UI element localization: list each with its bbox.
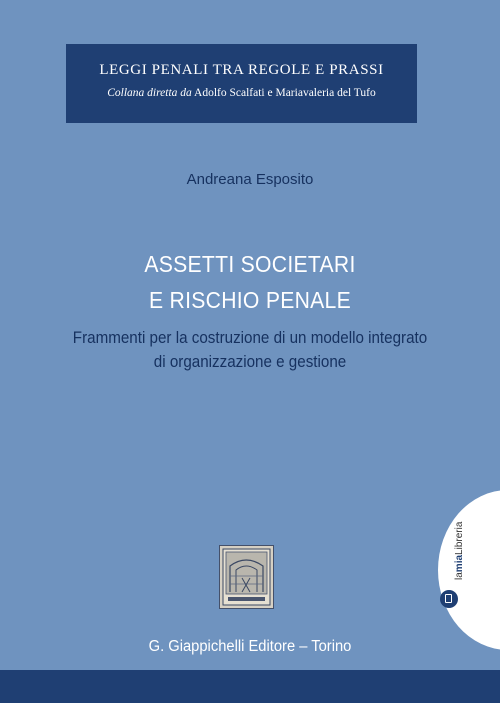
- lamialibreria-badge[interactable]: [438, 490, 500, 650]
- publisher-name: G. Giappichelli Editore – Torino: [148, 638, 352, 655]
- series-box: [66, 44, 417, 123]
- publisher-logo: [219, 545, 274, 609]
- book-subtitle-line-2: di organizzazione e gestione: [153, 353, 347, 371]
- bottom-bar: [0, 670, 500, 703]
- book-title: [20, 246, 480, 318]
- series-prefix: Collana diretta da: [107, 87, 192, 99]
- book-icon: [440, 590, 458, 608]
- book-subtitle: [20, 326, 480, 374]
- series-editors-line: [66, 87, 417, 99]
- book-title-line-1: ASSETTI SOCIETARI: [144, 251, 356, 277]
- series-title: LEGGI PENALI TRA REGOLE E PRASSI: [99, 62, 384, 78]
- publisher-logo-image: [220, 546, 273, 608]
- author-name: Andreana Esposito: [186, 171, 314, 188]
- series-editors: Adolfo Scalfati e Mariavaleria del Tufo: [194, 87, 376, 99]
- book-title-line-2: E RISCHIO PENALE: [149, 287, 351, 313]
- book-subtitle-line-1: Frammenti per la costruzione di un modello integrato: [72, 329, 428, 347]
- lamialibreria-label: lamiaLibreria: [454, 521, 465, 580]
